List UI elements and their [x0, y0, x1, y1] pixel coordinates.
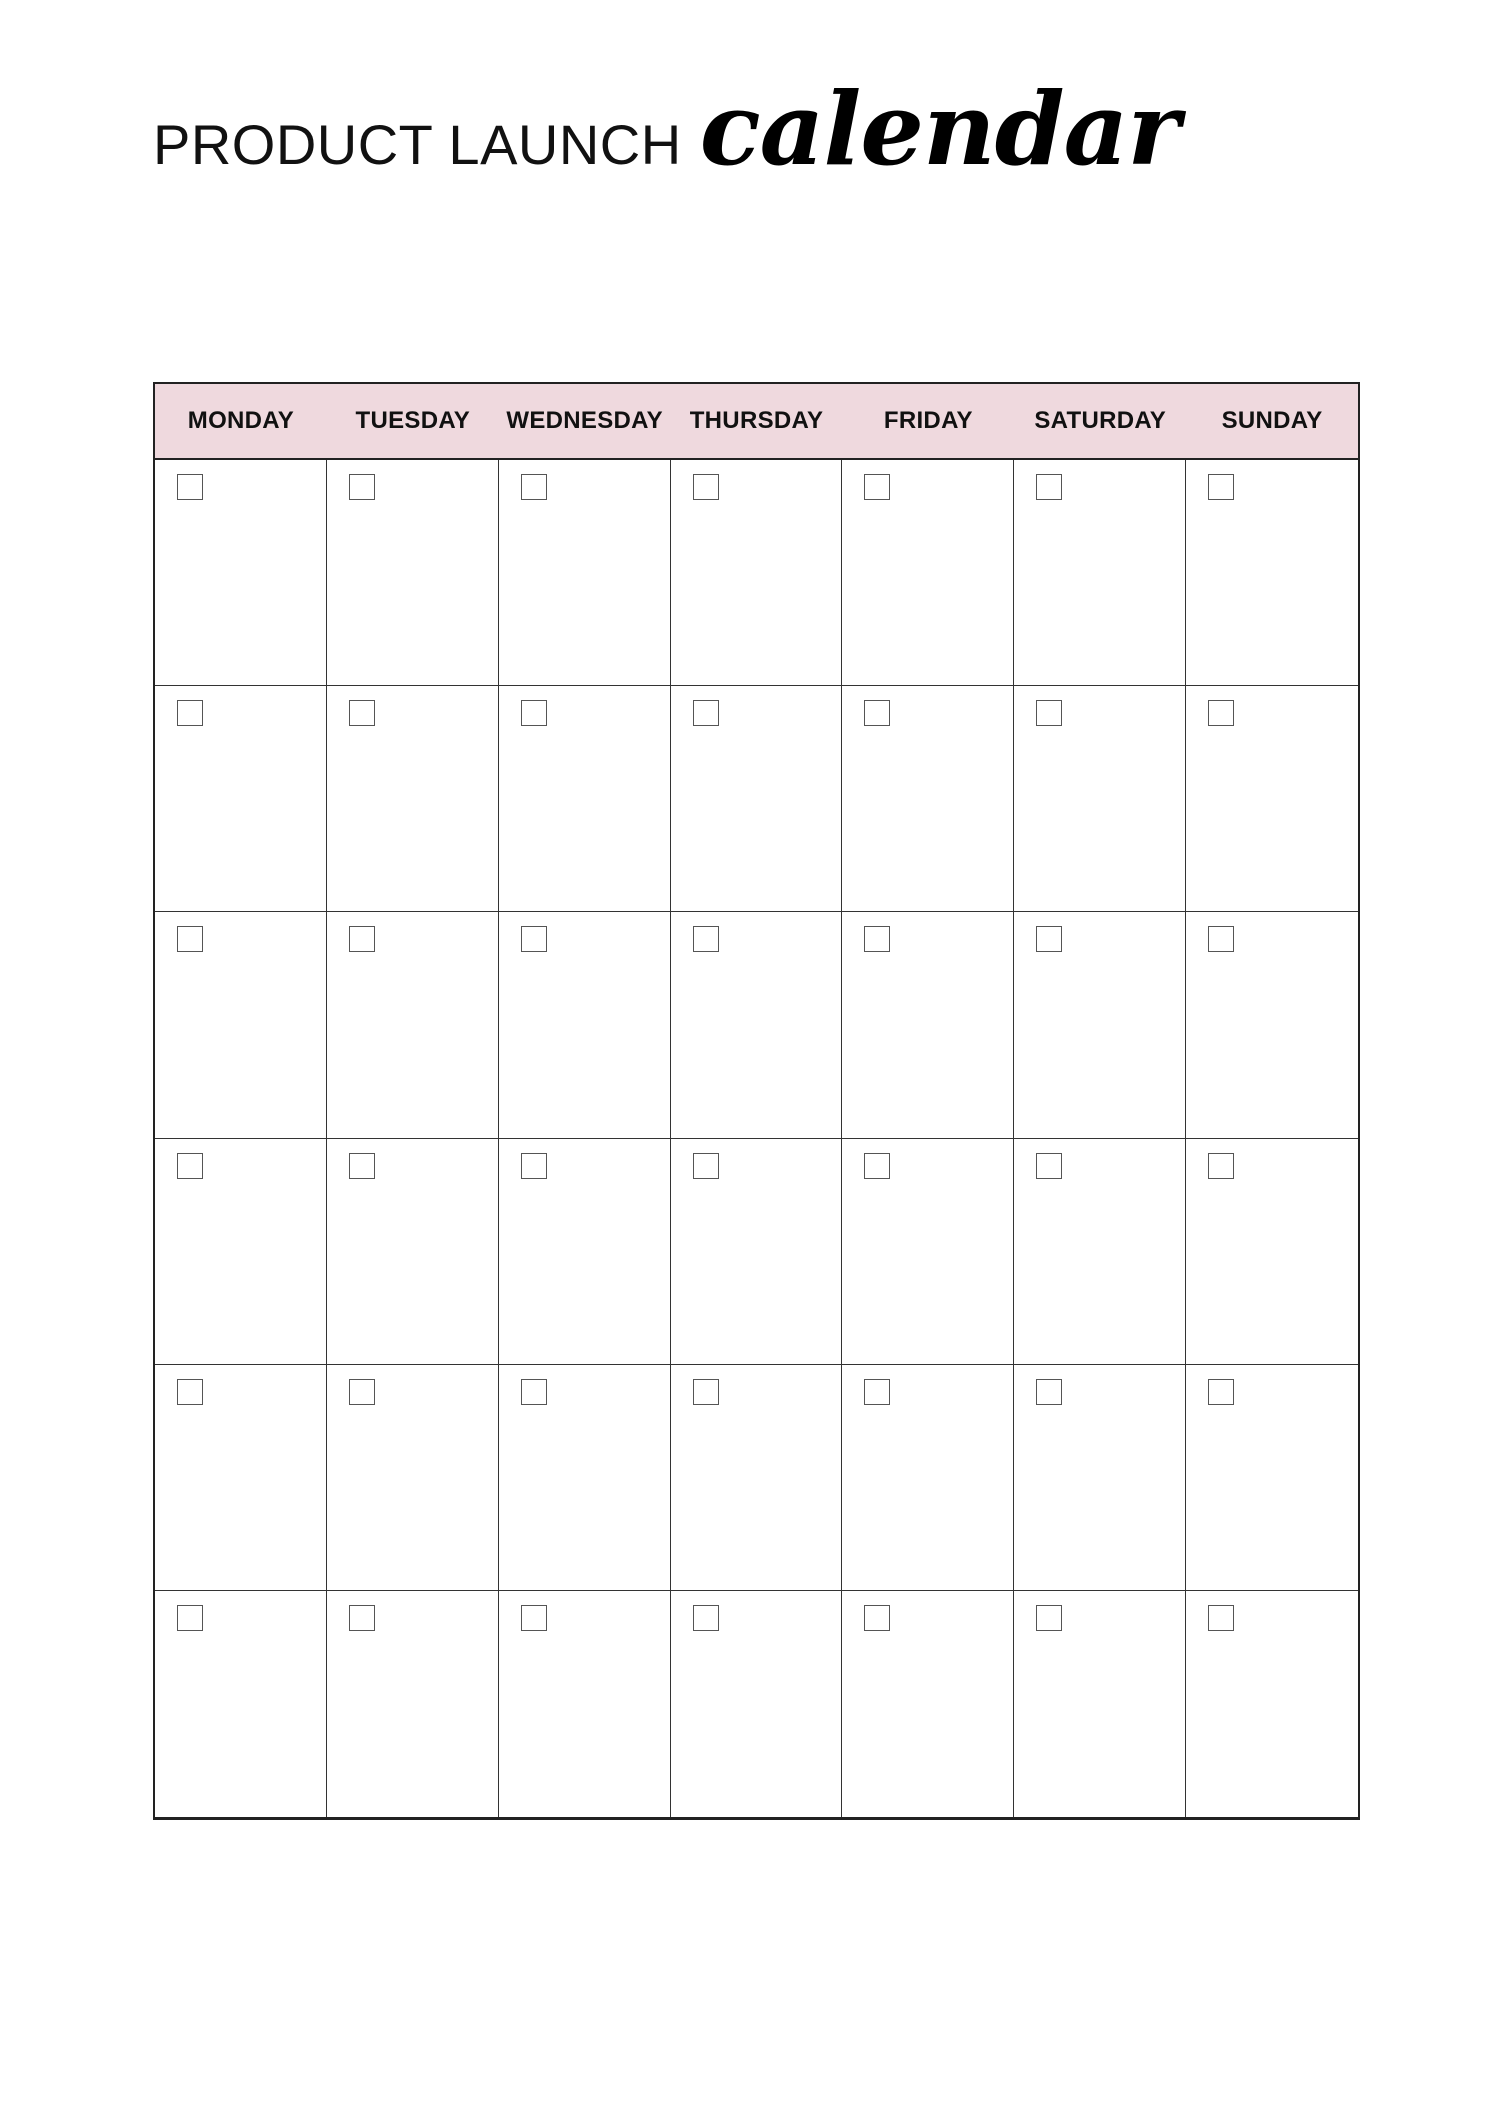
task-checkbox[interactable] — [521, 700, 547, 726]
task-checkbox[interactable] — [177, 700, 203, 726]
day-header-tuesday: TUESDAY — [327, 384, 499, 460]
task-checkbox[interactable] — [1036, 1605, 1062, 1631]
calendar-day-cell[interactable] — [842, 1365, 1014, 1591]
day-header-monday: MONDAY — [155, 384, 327, 460]
calendar-day-cell[interactable] — [671, 686, 843, 912]
task-checkbox[interactable] — [1036, 700, 1062, 726]
calendar-day-cell[interactable] — [155, 1139, 327, 1365]
calendar-day-cell[interactable] — [1186, 912, 1358, 1138]
calendar-day-cell[interactable] — [1186, 460, 1358, 686]
task-checkbox[interactable] — [521, 1379, 547, 1405]
task-checkbox[interactable] — [693, 700, 719, 726]
calendar-day-cell[interactable] — [327, 686, 499, 912]
day-header-wednesday: WEDNESDAY — [499, 384, 671, 460]
calendar-day-cell[interactable] — [842, 460, 1014, 686]
task-checkbox[interactable] — [693, 926, 719, 952]
task-checkbox[interactable] — [1036, 1153, 1062, 1179]
calendar-day-cell[interactable] — [499, 912, 671, 1138]
task-checkbox[interactable] — [349, 700, 375, 726]
calendar-day-cell[interactable] — [155, 686, 327, 912]
task-checkbox[interactable] — [864, 474, 890, 500]
task-checkbox[interactable] — [177, 1379, 203, 1405]
calendar-day-cell[interactable] — [327, 460, 499, 686]
calendar-day-cell[interactable] — [1014, 460, 1186, 686]
page-title — [153, 70, 1179, 220]
task-checkbox[interactable] — [693, 474, 719, 500]
calendar-day-cell[interactable] — [327, 1139, 499, 1365]
calendar-day-cell[interactable] — [327, 912, 499, 1138]
task-checkbox[interactable] — [177, 926, 203, 952]
task-checkbox[interactable] — [349, 1605, 375, 1631]
calendar-day-cell[interactable] — [499, 1591, 671, 1817]
task-checkbox[interactable] — [693, 1605, 719, 1631]
task-checkbox[interactable] — [349, 926, 375, 952]
calendar-day-cell[interactable] — [327, 1591, 499, 1817]
title-script-text: calendar — [699, 70, 1180, 188]
task-checkbox[interactable] — [693, 1379, 719, 1405]
calendar-day-cell[interactable] — [1014, 912, 1186, 1138]
calendar-day-cell[interactable] — [1014, 1591, 1186, 1817]
task-checkbox[interactable] — [1208, 474, 1234, 500]
task-checkbox[interactable] — [521, 926, 547, 952]
calendar-day-cell[interactable] — [842, 686, 1014, 912]
calendar-day-cell[interactable] — [155, 1591, 327, 1817]
calendar-day-cell[interactable] — [1186, 1591, 1358, 1817]
task-checkbox[interactable] — [1208, 926, 1234, 952]
calendar-day-cell[interactable] — [671, 912, 843, 1138]
task-checkbox[interactable] — [521, 1153, 547, 1179]
calendar-day-cell[interactable] — [671, 1139, 843, 1365]
calendar-day-cell[interactable] — [155, 912, 327, 1138]
task-checkbox[interactable] — [521, 1605, 547, 1631]
day-header-thursday: THURSDAY — [671, 384, 843, 460]
task-checkbox[interactable] — [177, 1605, 203, 1631]
day-header-sunday: SUNDAY — [1186, 384, 1358, 460]
calendar-day-cell[interactable] — [155, 460, 327, 686]
task-checkbox[interactable] — [1036, 926, 1062, 952]
calendar-day-cell[interactable] — [671, 1591, 843, 1817]
calendar-day-cell[interactable] — [1186, 1139, 1358, 1365]
calendar-day-cell[interactable] — [1186, 1365, 1358, 1591]
task-checkbox[interactable] — [1208, 1605, 1234, 1631]
task-checkbox[interactable] — [864, 1153, 890, 1179]
calendar-day-cell[interactable] — [842, 1139, 1014, 1365]
task-checkbox[interactable] — [349, 1153, 375, 1179]
calendar-day-cell[interactable] — [842, 912, 1014, 1138]
calendar-day-cell[interactable] — [671, 1365, 843, 1591]
calendar-day-cell[interactable] — [499, 1139, 671, 1365]
calendar-day-cell[interactable] — [499, 1365, 671, 1591]
calendar-day-cell[interactable] — [499, 460, 671, 686]
task-checkbox[interactable] — [864, 700, 890, 726]
task-checkbox[interactable] — [1208, 700, 1234, 726]
title-main-text: PRODUCT LAUNCH — [153, 113, 682, 176]
task-checkbox[interactable] — [864, 1605, 890, 1631]
task-checkbox[interactable] — [177, 1153, 203, 1179]
task-checkbox[interactable] — [1036, 474, 1062, 500]
calendar-day-cell[interactable] — [1014, 1365, 1186, 1591]
calendar-grid — [153, 382, 1360, 1820]
task-checkbox[interactable] — [1208, 1379, 1234, 1405]
day-header-saturday: SATURDAY — [1014, 384, 1186, 460]
calendar-day-cell[interactable] — [499, 686, 671, 912]
task-checkbox[interactable] — [1208, 1153, 1234, 1179]
task-checkbox[interactable] — [1036, 1379, 1062, 1405]
task-checkbox[interactable] — [177, 474, 203, 500]
calendar-day-cell[interactable] — [1186, 686, 1358, 912]
calendar-day-cell[interactable] — [842, 1591, 1014, 1817]
task-checkbox[interactable] — [349, 474, 375, 500]
calendar-day-cell[interactable] — [155, 1365, 327, 1591]
task-checkbox[interactable] — [864, 1379, 890, 1405]
task-checkbox[interactable] — [864, 926, 890, 952]
calendar-day-cell[interactable] — [671, 460, 843, 686]
calendar-day-cell[interactable] — [1014, 686, 1186, 912]
calendar-day-cell[interactable] — [1014, 1139, 1186, 1365]
task-checkbox[interactable] — [349, 1379, 375, 1405]
calendar-day-cell[interactable] — [327, 1365, 499, 1591]
day-header-friday: FRIDAY — [842, 384, 1014, 460]
task-checkbox[interactable] — [693, 1153, 719, 1179]
task-checkbox[interactable] — [521, 474, 547, 500]
